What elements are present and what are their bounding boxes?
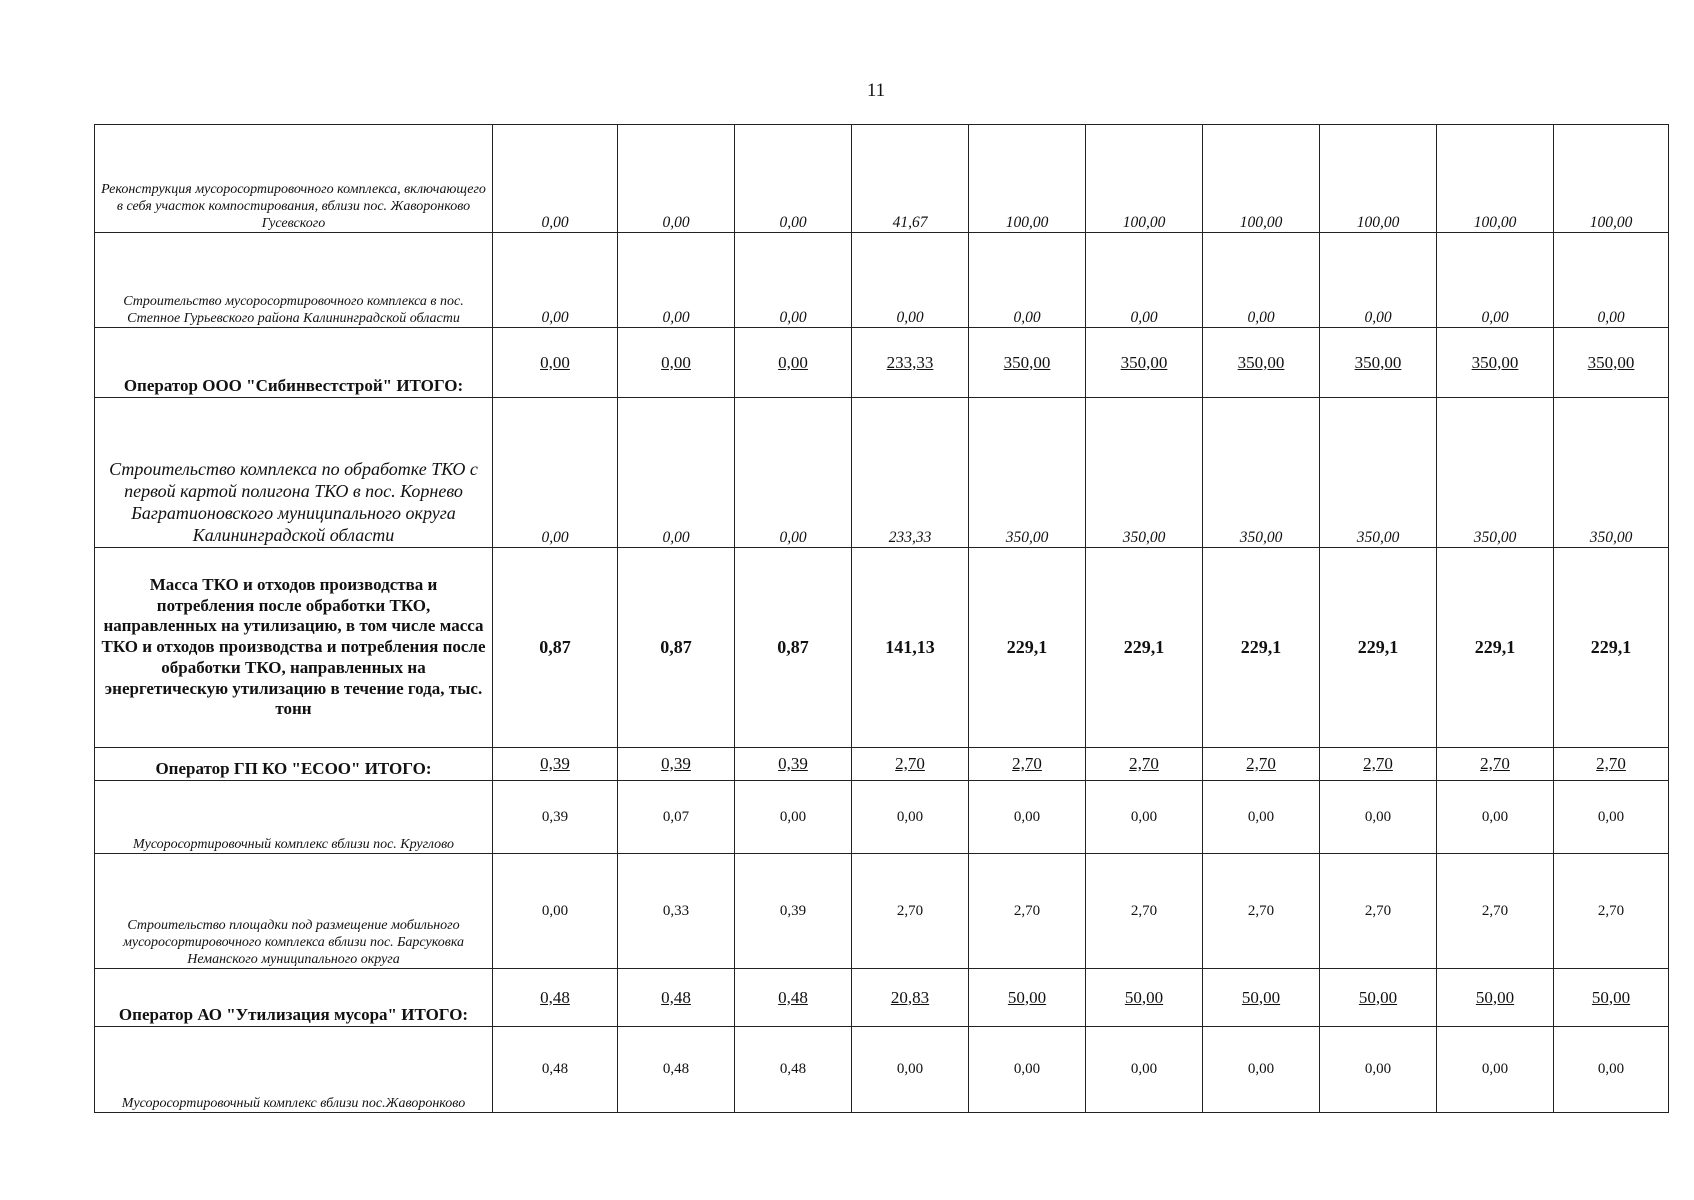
table-cell: 0,00 [1203,1027,1320,1113]
table-cell: 0,87 [735,548,852,748]
table-cell: 0,00 [735,125,852,233]
page-number: 11 [866,80,886,101]
table-cell: 100,00 [1086,125,1203,233]
table-cell: 0,00 [735,781,852,854]
table-cell: 0,00 [1554,781,1669,854]
table-cell: 0,39 [735,748,852,781]
table-cell: 229,1 [1320,548,1437,748]
table-cell: 0,00 [1437,781,1554,854]
table-cell: 350,00 [1203,398,1320,548]
row-kruglovo-label: Мусоросортировочный комплекс вблизи пос. Круглово [95,781,493,854]
table-cell: 41,67 [852,125,969,233]
table-cell: 350,00 [969,328,1086,398]
table-row [95,969,1669,1027]
table-cell: 0,00 [618,233,735,328]
table-cell: 50,00 [1437,969,1554,1027]
table-cell: 0,00 [1086,781,1203,854]
table-cell: 2,70 [1203,748,1320,781]
table-cell: 0,00 [1554,233,1669,328]
table-row [95,1027,1669,1113]
table-row [95,781,1669,854]
table-cell: 0,00 [493,398,618,548]
table-cell: 100,00 [969,125,1086,233]
table-cell: 0,39 [735,854,852,969]
table-cell: 0,48 [735,1027,852,1113]
table-cell: 350,00 [1437,398,1554,548]
table-row [95,328,1669,398]
table-cell: 0,00 [969,1027,1086,1113]
table-cell: 0,00 [969,781,1086,854]
table-row [95,398,1669,548]
table-row [95,233,1669,328]
table-cell: 0,00 [618,125,735,233]
table-cell: 350,00 [1437,328,1554,398]
table-cell: 2,70 [1203,854,1320,969]
table-cell: 350,00 [1086,398,1203,548]
table-cell: 0,33 [618,854,735,969]
table-cell: 2,70 [852,854,969,969]
data-table [94,124,1669,1113]
table-cell: 0,39 [618,748,735,781]
table-cell: 0,00 [735,233,852,328]
table-cell: 2,70 [1437,748,1554,781]
table-cell: 350,00 [1554,398,1669,548]
table-cell: 50,00 [1554,969,1669,1027]
table-cell: 0,00 [735,328,852,398]
table-cell: 0,00 [493,233,618,328]
row-construction-kornevo-label: Строительство комплекса по обработке ТКО с первой картой полигона ТКО в пос. Корнево Багратионовского муниципального округа Калининградской области [95,398,493,548]
table-cell: 0,00 [493,328,618,398]
table-row [95,748,1669,781]
table-cell: 0,00 [1086,1027,1203,1113]
table-cell: 0,00 [618,328,735,398]
table-cell: 2,70 [852,748,969,781]
table-cell: 100,00 [1437,125,1554,233]
table-cell: 0,48 [735,969,852,1027]
table-cell: 0,00 [1437,1027,1554,1113]
row-mass-utilization-label: Масса ТКО и отходов производства и потребления после обработки ТКО, направленных на утилизацию, в том числе масса ТКО и отходов производства и потребления после обработки ТКО, направленных на энергетическую утилизацию в течение года, тыс. тонн [95,548,493,748]
table-cell: 0,00 [1203,781,1320,854]
table-cell: 0,48 [618,1027,735,1113]
row-construction-stepnoe-label: Строительство мусоросортировочного комплекса в пос. Степное Гурьевского района Калининградской области [95,233,493,328]
table-cell: 2,70 [1554,854,1669,969]
table-cell: 229,1 [1437,548,1554,748]
table-cell: 229,1 [1554,548,1669,748]
table-cell: 0,48 [493,969,618,1027]
table-cell: 229,1 [969,548,1086,748]
table-cell: 0,87 [618,548,735,748]
row-barsukovka-label: Строительство площадки под размещение мобильного мусоросортировочного комплекса вблизи пос. Барсуковка Неманского муниципального округа [95,854,493,969]
row-total-sibinveststroy-label: Оператор ООО "Сибинвестстрой" ИТОГО: [95,328,493,398]
table-cell: 0,00 [852,781,969,854]
table-cell: 233,33 [852,328,969,398]
table-row [95,854,1669,969]
table-cell: 229,1 [1203,548,1320,748]
table-cell: 0,39 [493,781,618,854]
table-cell: 0,00 [493,125,618,233]
table-cell: 350,00 [1203,328,1320,398]
table-cell: 0,00 [1437,233,1554,328]
table-cell: 0,00 [1203,233,1320,328]
table-row [95,548,1669,748]
table-cell: 100,00 [1554,125,1669,233]
row-zhavoronkovo-label: Мусоросортировочный комплекс вблизи пос.Жаворонково [95,1027,493,1113]
table-cell: 2,70 [969,854,1086,969]
table-cell: 0,00 [969,233,1086,328]
table-cell: 350,00 [1554,328,1669,398]
table-cell: 141,13 [852,548,969,748]
table-cell: 50,00 [969,969,1086,1027]
table-cell: 2,70 [1320,854,1437,969]
row-total-esoo-label: Оператор ГП КО "ЕСОО" ИТОГО: [95,748,493,781]
table-row [95,125,1669,233]
table-cell: 0,00 [1086,233,1203,328]
table-cell: 0,00 [1320,1027,1437,1113]
row-total-utilizatsiya-label: Оператор АО "Утилизация мусора" ИТОГО: [95,969,493,1027]
table-cell: 2,70 [1086,854,1203,969]
table-cell: 2,70 [969,748,1086,781]
table-cell: 350,00 [969,398,1086,548]
table-cell: 0,00 [1320,233,1437,328]
table-cell: 0,87 [493,548,618,748]
table-cell: 350,00 [1320,328,1437,398]
table-cell: 50,00 [1086,969,1203,1027]
table-cell: 50,00 [1203,969,1320,1027]
table-cell: 0,00 [735,398,852,548]
table-cell: 100,00 [1203,125,1320,233]
table-cell: 0,00 [1320,781,1437,854]
table-cell: 2,70 [1437,854,1554,969]
table-cell: 2,70 [1554,748,1669,781]
table-cell: 50,00 [1320,969,1437,1027]
table-cell: 229,1 [1086,548,1203,748]
table-cell: 0,00 [493,854,618,969]
table-cell: 2,70 [1320,748,1437,781]
table-cell: 233,33 [852,398,969,548]
table-cell: 20,83 [852,969,969,1027]
row-reconstruction-gusev-label: Реконструкция мусоросортировочного комплекса, включающего в себя участок компостирования, вблизи пос. Жаворонково Гусевского [95,125,493,233]
table-cell: 0,07 [618,781,735,854]
table-cell: 0,48 [618,969,735,1027]
table-cell: 350,00 [1086,328,1203,398]
table-cell: 2,70 [1086,748,1203,781]
table-cell: 0,00 [852,1027,969,1113]
table-cell: 0,00 [618,398,735,548]
table-cell: 350,00 [1320,398,1437,548]
table-cell: 0,00 [852,233,969,328]
table-cell: 0,00 [1554,1027,1669,1113]
table-cell: 0,39 [493,748,618,781]
table-cell: 0,48 [493,1027,618,1113]
table-cell: 100,00 [1320,125,1437,233]
